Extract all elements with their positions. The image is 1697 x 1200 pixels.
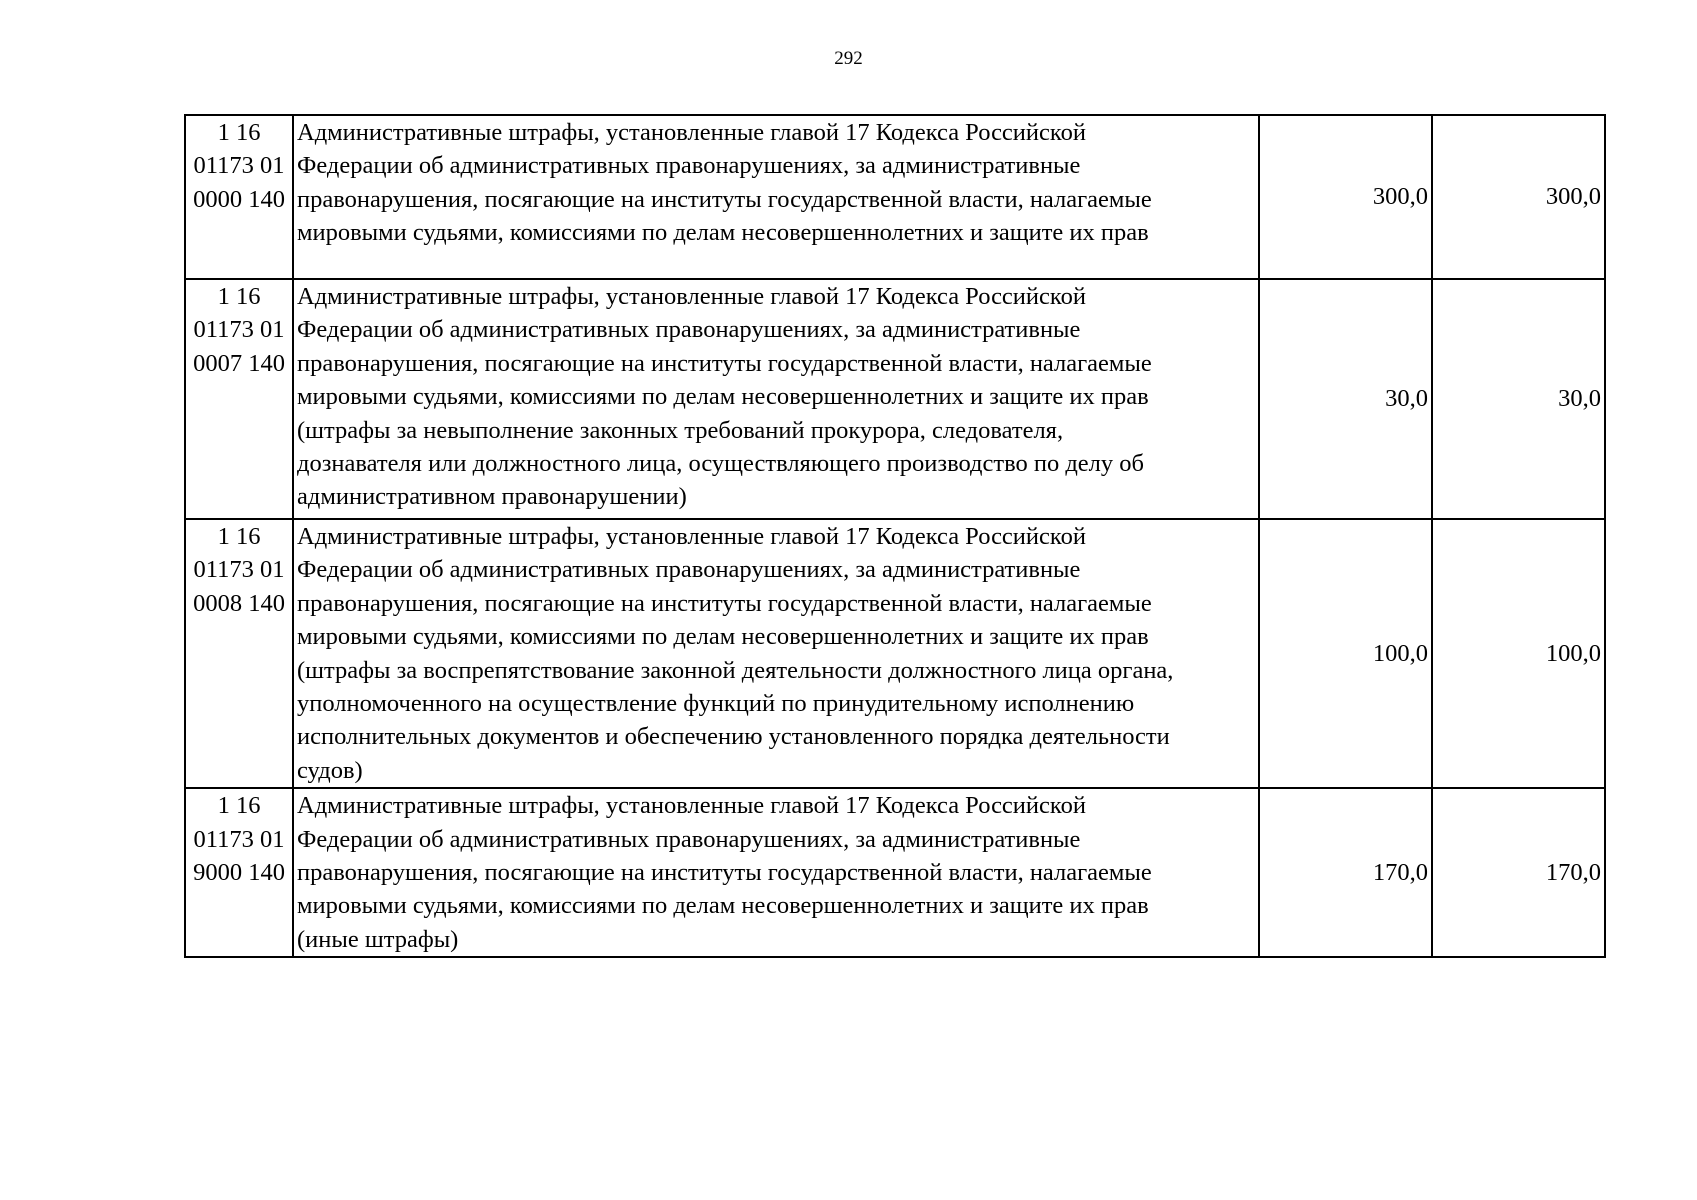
description-line: судов) xyxy=(297,756,363,784)
description-line: правонарушения, посягающие на институты государственной власти, налагаемые xyxy=(297,589,1152,617)
amount-cell-2: 300,0 xyxy=(1432,115,1605,279)
description-line: Федерации об административных правонарушениях, за административные xyxy=(297,316,1081,344)
table-row xyxy=(185,519,1605,788)
budget-code-line: 9000 140 xyxy=(193,859,285,887)
description-line: дознавателя или должностного лица, осуществляющего производство по делу об xyxy=(297,450,1144,478)
page-number: 292 xyxy=(834,48,863,69)
budget-revenue-table xyxy=(184,114,1606,958)
budget-code-line: 01173 01 xyxy=(193,316,285,344)
description-line: правонарушения, посягающие на институты государственной власти, налагаемые xyxy=(297,859,1152,887)
description-line: исполнительных документов и обеспечению установленного порядка деятельности xyxy=(297,723,1170,751)
amount-cell-2: 170,0 xyxy=(1432,788,1605,957)
budget-code-line: 0007 140 xyxy=(193,349,285,377)
description-line: Административные штрафы, установленные главой 17 Кодекса Российской xyxy=(297,119,1086,146)
description-line: (штрафы за воспрепятствование законной деятельности должностного лица органа, xyxy=(297,656,1174,684)
description-line: Федерации об административных правонарушениях, за административные xyxy=(297,556,1081,584)
description-cell xyxy=(293,279,1259,519)
description-cell xyxy=(293,788,1259,957)
budget-code-line: 1 16 xyxy=(217,792,261,820)
description-line: (иные штрафы) xyxy=(297,925,459,953)
budget-code-line: 0000 140 xyxy=(193,185,285,213)
amount-cell-1: 300,0 xyxy=(1259,115,1432,279)
amount-cell-1: 170,0 xyxy=(1259,788,1432,957)
amount-cell-1: 100,0 xyxy=(1259,519,1432,788)
table-row xyxy=(185,788,1605,957)
description-line: мировыми судьями, комиссиями по делам несовершеннолетних и защите их прав xyxy=(297,623,1149,651)
description-line: Административные штрафы, установленные главой 17 Кодекса Российской xyxy=(297,283,1086,310)
description-line: Федерации об административных правонарушениях, за административные xyxy=(297,152,1081,180)
description-line: мировыми судьями, комиссиями по делам несовершеннолетних и защите их прав xyxy=(297,383,1149,411)
table-row xyxy=(185,115,1605,279)
table-body xyxy=(185,115,1605,957)
description-line: Административные штрафы, установленные главой 17 Кодекса Российской xyxy=(297,523,1086,550)
amount-cell-1: 30,0 xyxy=(1259,279,1432,519)
budget-code-line: 1 16 xyxy=(217,523,261,550)
budget-code-line: 1 16 xyxy=(217,283,261,310)
description-line: Федерации об административных правонарушениях, за административные xyxy=(297,825,1081,853)
budget-code-cell xyxy=(185,519,293,788)
table-row xyxy=(185,279,1605,519)
description-line: (штрафы за невыполнение законных требований прокурора, следователя, xyxy=(297,416,1064,444)
budget-code-line: 01173 01 xyxy=(193,825,285,853)
budget-code-line: 0008 140 xyxy=(193,589,285,617)
description-line: мировыми судьями, комиссиями по делам несовершеннолетних и защите их прав xyxy=(297,219,1149,247)
description-line: правонарушения, посягающие на институты государственной власти, налагаемые xyxy=(297,185,1152,213)
description-line: Административные штрафы, установленные главой 17 Кодекса Российской xyxy=(297,792,1086,820)
description-cell xyxy=(293,115,1259,279)
amount-cell-2: 30,0 xyxy=(1432,279,1605,519)
budget-code-cell xyxy=(185,115,293,279)
description-cell xyxy=(293,519,1259,788)
budget-code-line: 01173 01 xyxy=(193,152,285,180)
budget-code-line: 1 16 xyxy=(217,119,261,146)
budget-code-line: 01173 01 xyxy=(193,556,285,584)
description-line: мировыми судьями, комиссиями по делам несовершеннолетних и защите их прав xyxy=(297,892,1149,920)
description-line: правонарушения, посягающие на институты государственной власти, налагаемые xyxy=(297,349,1152,377)
amount-cell-2: 100,0 xyxy=(1432,519,1605,788)
description-line: уполномоченного на осуществление функций по принудительному исполнению xyxy=(297,690,1135,718)
description-line: административном правонарушении) xyxy=(297,483,687,511)
budget-code-cell xyxy=(185,788,293,957)
budget-code-cell xyxy=(185,279,293,519)
